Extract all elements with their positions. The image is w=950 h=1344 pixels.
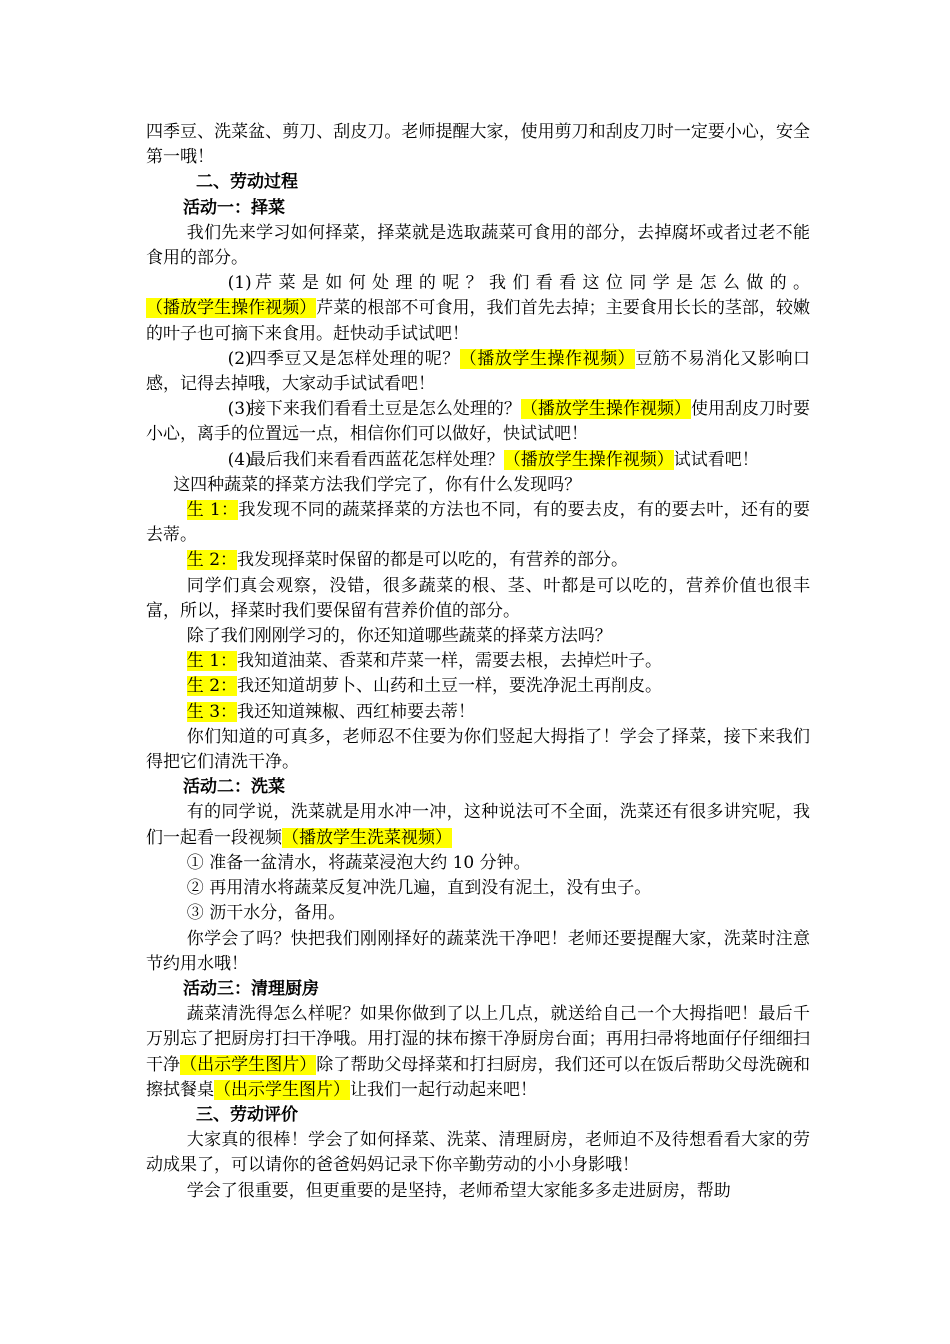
step-1 [146, 271, 810, 347]
student-label: 生 1： [186, 500, 239, 521]
evaluation-paragraph-1: 大家真的很棒！学会了如何择菜、洗菜、清理厨房，老师迫不及待想看看大家的劳动成果了，可以请你的爸爸妈妈记录下你辛勤劳动的小小身影哦！ [146, 1130, 810, 1176]
activity2-intro [146, 800, 810, 850]
question-2: 除了我们刚刚学习的，你还知道哪些蔬菜的择菜方法吗？ [186, 626, 612, 647]
activity3-title: 活动三：清理厨房 [183, 978, 319, 999]
activity3-text-1: 蔬菜清洗得怎么样呢？如果你做到了以上几点，就送给自己一个大拇指吧！最后千万别忘了把厨房打扫干净哦。用打湿的抹布擦干净厨房台面；再用扫帚将地面仔仔细细扫干净 [146, 1004, 810, 1075]
student-answer-3 [146, 649, 810, 674]
wash-step-2: ② 再用清水将蔬菜反复冲洗几遍，直到没有泥土，没有虫子。 [186, 878, 652, 899]
step-3 [146, 397, 810, 447]
step-number: (4) [227, 449, 252, 470]
summary-1: 同学们真会观察，没错，很多蔬菜的根、茎、叶都是可以吃的，营养价值也很丰富，所以，择菜时我们要保留有营养价值的部分。 [146, 575, 810, 621]
video-note-highlight: （播放学生操作视频） [459, 348, 636, 369]
answer-text: 我发现择菜时保留的都是可以吃的，有营养的部分。 [237, 550, 629, 571]
step-text-after: 豆筋不易消化又影响口感，记得去掉哦，大家动手试试看吧！ [146, 348, 811, 395]
activity2-title: 活动二：洗菜 [183, 777, 285, 798]
step-text: 芹菜是如何处理的呢？我们看看这位同学是怎么做的。 [248, 273, 810, 294]
step-number: (1) [227, 273, 252, 294]
student-answer-1 [146, 498, 810, 548]
video-note-highlight: （播放学生操作视频） [146, 298, 317, 319]
activity2-outro: 你学会了吗？快把我们刚刚择好的蔬菜洗干净吧！老师还要提醒大家，洗菜时注意节约用水哦！ [146, 928, 810, 974]
video-note-highlight: （播放学生操作视频） [503, 449, 674, 470]
step-2 [146, 347, 810, 397]
answer-text: 我发现不同的蔬菜择菜的方法也不同，有的要去皮，有的要去叶，还有的要去蒂。 [146, 500, 810, 546]
answer-text: 我还知道辣椒、西红柿要去蒂！ [237, 701, 476, 722]
image-note-highlight: （出示学生图片） [214, 1079, 350, 1100]
student-answer-4 [146, 674, 810, 699]
student-label: 生 2： [186, 676, 238, 697]
image-note-highlight: （出示学生图片） [180, 1054, 317, 1075]
section-title-evaluation: 三、劳动评价 [196, 1104, 298, 1125]
intro-paragraph: 四季豆、洗菜盆、剪刀、刮皮刀。老师提醒大家，使用剪刀和刮皮刀时一定要小心，安全第一哦！ [146, 122, 810, 168]
answer-text: 我还知道胡萝卜、山药和土豆一样，要洗净泥土再削皮。 [237, 676, 663, 697]
video-note-highlight: （播放学生操作视频） [520, 399, 691, 420]
wash-step-1: ① 准备一盆清水，将蔬菜浸泡大约 10 分钟。 [186, 852, 531, 873]
activity1-title: 活动一：择菜 [183, 197, 285, 218]
step-text: 四季豆又是怎样处理的呢？ [248, 348, 460, 369]
step-text: 接下来我们看看土豆是怎么处理的？ [248, 399, 521, 420]
document-body [146, 120, 810, 1204]
step-4 [146, 448, 810, 473]
activity3-text-2: 除了帮助父母择菜和打扫厨房，我们还可以在饭后帮助父母洗碗和擦拭餐桌 [146, 1054, 811, 1100]
activity3-paragraph [146, 1002, 810, 1103]
summary-2: 你们知道的可真多，老师忍不住要为你们竖起大拇指了！学会了择菜，接下来我们得把它们清洗干净。 [146, 726, 810, 773]
student-label: 生 1： [186, 651, 238, 672]
step-number: (2) [227, 348, 252, 369]
evaluation-paragraph-2: 学会了很重要，但更重要的是坚持，老师希望大家能多多走进厨房，帮助 [186, 1180, 731, 1201]
student-answer-5 [146, 700, 810, 725]
section-title-process: 二、劳动过程 [196, 172, 298, 193]
step-text-after: 试试看吧！ [673, 449, 759, 470]
wash-step-3: ③ 沥干水分，备用。 [186, 903, 346, 924]
step-text: 最后我们来看看西蓝花怎样处理？ [248, 449, 504, 470]
student-label: 生 3： [186, 701, 238, 722]
step-text-after: 芹菜的根部不可食用，我们首先去掉；主要食用长长的茎部，较嫩的叶子也可摘下来食用。赶快动手试试吧！ [146, 298, 811, 344]
video-note-highlight: （播放学生洗菜视频） [282, 827, 452, 848]
activity2-intro-text: 有的同学说，洗菜就是用水冲一冲，这种说法可不全面，洗菜还有很多讲究呢，我们一起看一段视频 [146, 802, 810, 848]
step-number: (3) [227, 399, 252, 420]
step-text-after: 使用刮皮刀时要小心，离手的位置远一点，相信你们可以做好，快试试吧！ [146, 399, 811, 445]
student-answer-2 [146, 548, 810, 573]
answer-text: 我知道油菜、香菜和芹菜一样，需要去根，去掉烂叶子。 [237, 651, 663, 672]
student-label: 生 2： [186, 550, 238, 571]
activity1-intro: 我们先来学习如何择菜，择菜就是选取蔬菜可食用的部分，去掉腐坏或者过老不能食用的部分。 [146, 222, 810, 269]
activity3-text-3: 让我们一起行动起来吧！ [350, 1079, 537, 1100]
question-1: 这四种蔬菜的择菜方法我们学完了，你有什么发现吗？ [173, 474, 582, 495]
